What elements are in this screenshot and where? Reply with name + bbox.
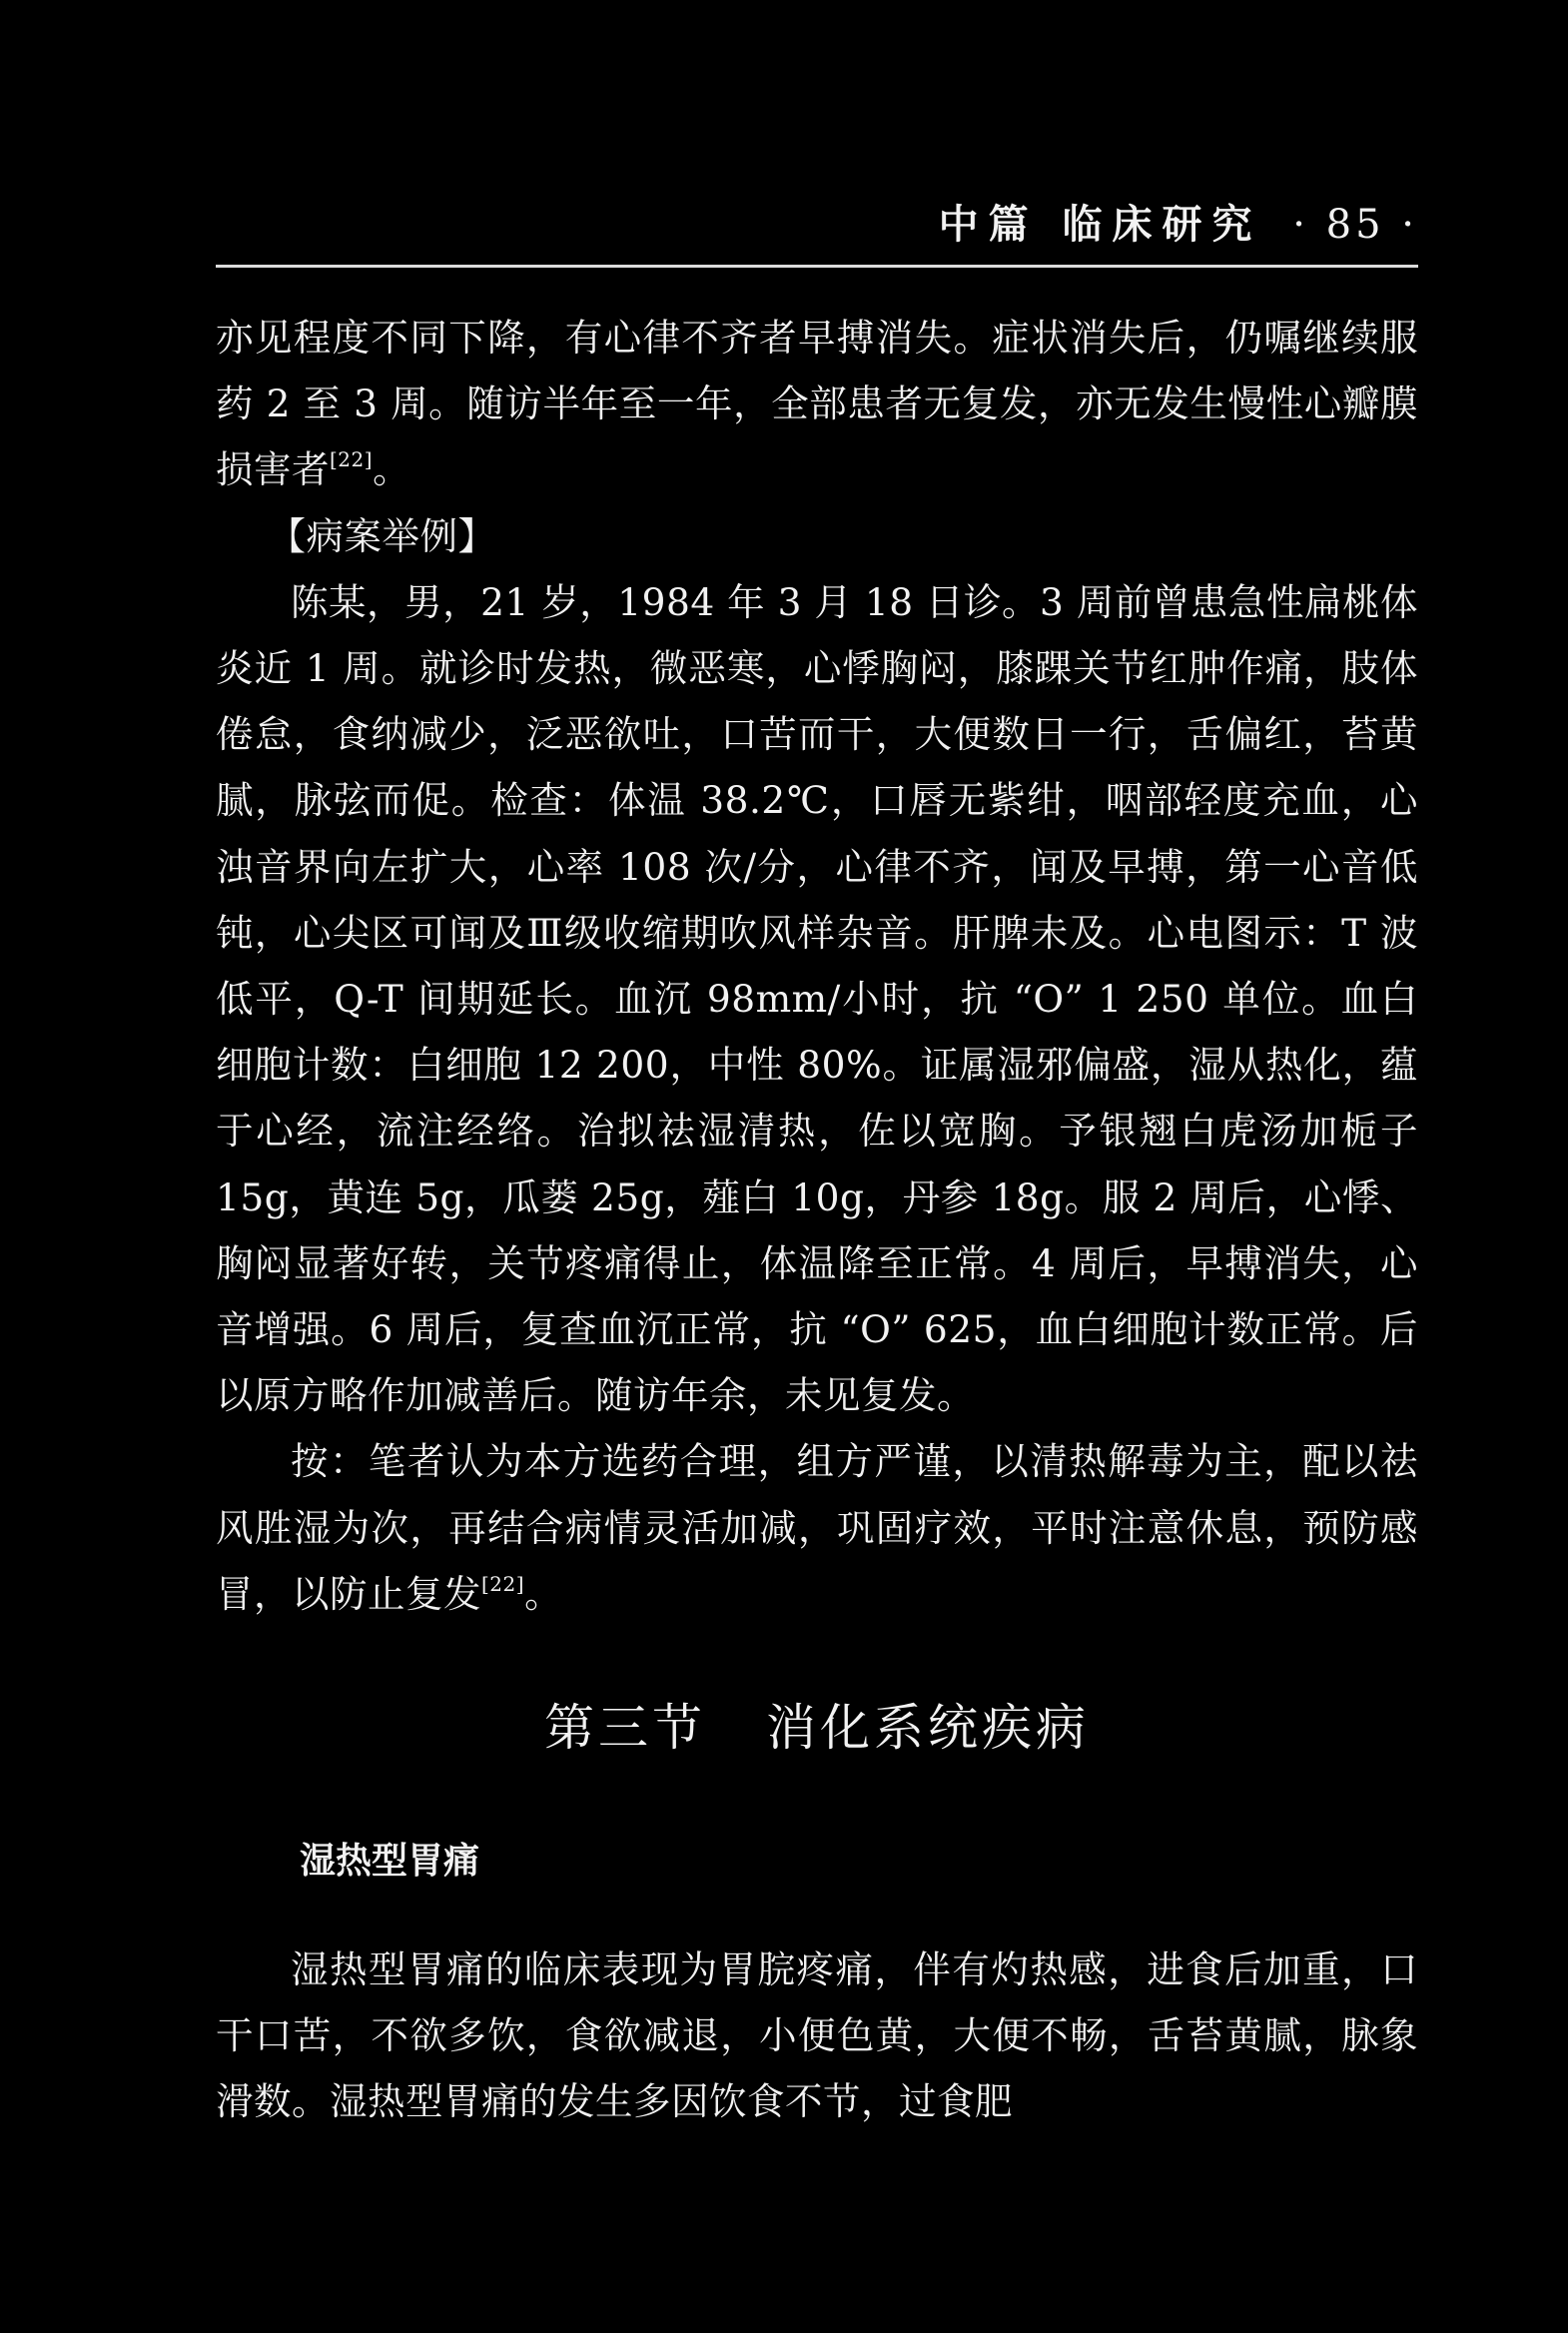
author-note-tail: 。 — [524, 1571, 563, 1616]
page-body — [216, 305, 1418, 2135]
running-header-title: 中篇 临床研究 — [938, 201, 1262, 248]
citation-ref: [22] — [330, 447, 374, 472]
paragraph-continued — [216, 305, 1418, 503]
citation-ref: [22] — [481, 1571, 525, 1596]
case-example-text: 陈某，男，21 岁，1984 年 3 月 18 日诊。3 周前曾患急性扁桃体炎近 1 周。就诊时发热，微恶寒，心悸胸闷，膝踝关节红肿作痛，肢体倦怠，食纳减少，泛恶欲吐，口苦而干，大便数日一行，舌偏红，苔黄腻，脉弦而促。检查：体温 38.2℃，口唇无紫绀，咽部轻度充血，心浊音界向左扩大，心率 108 次/分，心律不齐，闻及早搏，第一心音低钝，心尖区可闻及Ⅲ级收缩期吹风样杂音。肝脾未及。心电图示：T 波低平，Q-T 间期延长。血沉 98mm/小时，抗 “O” 1 250 单位。血白细胞计数：白细胞 12 200，中性 80%。证属湿邪偏盛，湿从热化，蕴于心经，流注经络。治拟祛湿清热，佐以宽胸。予银翘白虎汤加栀子 15g，黄连 5g，瓜蒌 25g，薤白 10g，丹参 18g。服 2 周后，心悸、胸闷显著好转，关节疼痛得止，体温降至正常。4 周后，早搏消失，心音增强。6 周后，复查血沉正常，抗 “O” 625，血白细胞计数正常。后以原方略作加减善后。随访年余，未见复发。 — [216, 579, 1418, 1418]
subsection-heading: 湿热型胃痛 — [300, 1841, 480, 1883]
subsection-paragraph: 湿热型胃痛的临床表现为胃脘疼痛，伴有灼热感，进食后加重，口干口苦，不欲多饮，食欲减退，小便色黄，大便不畅，舌苔黄腻，脉象滑数。湿热型胃痛的发生多因饮食不节，过食肥 — [216, 1947, 1418, 2124]
section-title: 消化系统疾病 — [766, 1699, 1090, 1758]
author-note-paragraph — [216, 1428, 1418, 1627]
section-heading — [216, 1673, 1418, 1783]
paragraph-text: 亦见程度不同下降，有心律不齐者早搏消失。症状消失后，仍嘱继续服药 2 至 3 周。随访半年至一年，全部患者无复发，亦无发生慢性心瓣膜损害者 — [216, 316, 1418, 492]
page-number: · 85 · — [1292, 202, 1418, 248]
case-example-label: 【病案举例】 — [268, 513, 496, 558]
running-header — [216, 196, 1418, 254]
header-rule — [216, 265, 1418, 268]
section-number: 第三节 — [544, 1699, 706, 1758]
author-note-text: 按：笔者认为本方选药合理，组方严谨，以清热解毒为主，配以祛风胜湿为次，再结合病情灵活加减，巩固疗效，平时注意休息，预防感冒，以防止复发 — [216, 1439, 1418, 1616]
paragraph-tail: 。 — [373, 447, 411, 492]
